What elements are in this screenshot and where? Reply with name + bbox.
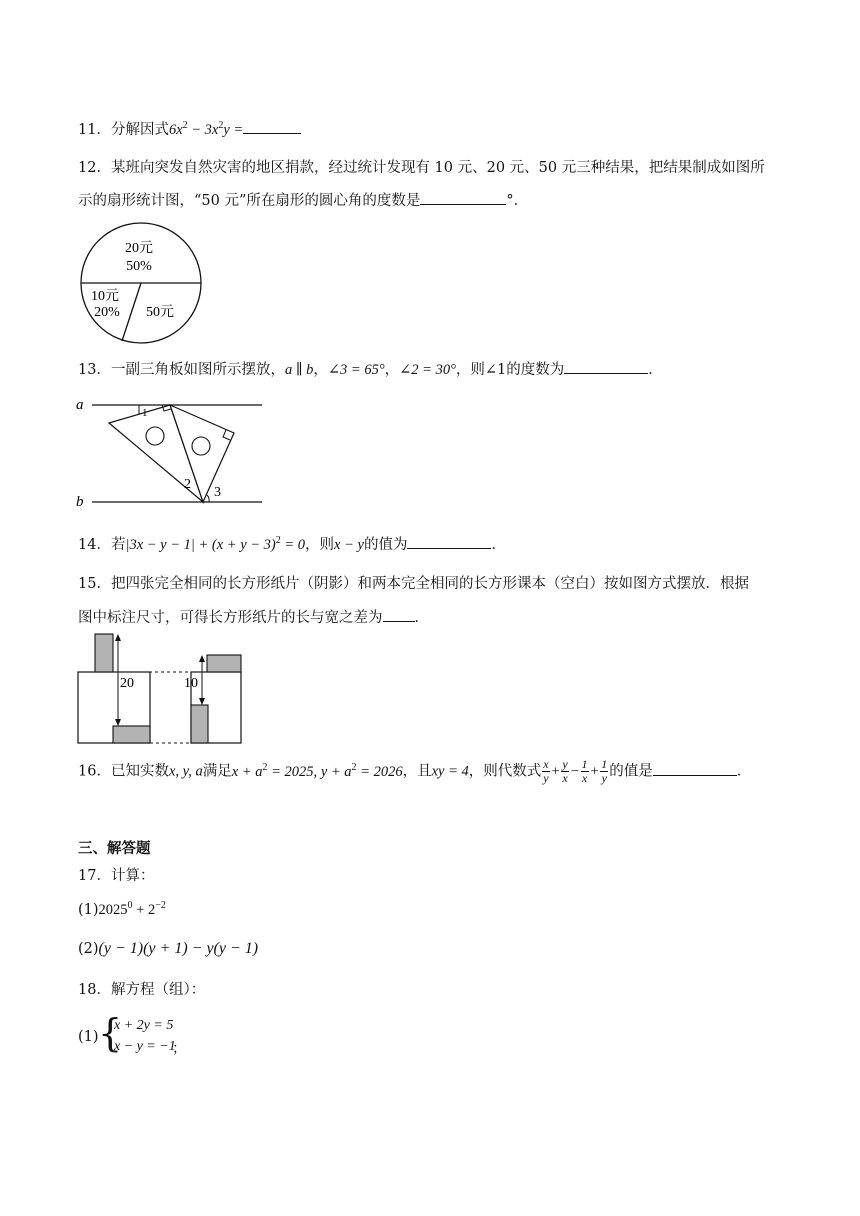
slice-label-10: 10元 <box>91 289 119 304</box>
slice-percent-20: 50% <box>126 259 152 274</box>
rectangles-figure <box>76 632 246 748</box>
fraction: $\frac{1}{x}$ <box>581 757 588 785</box>
answer-blank[interactable] <box>653 761 737 776</box>
question-number: 18． <box>78 982 111 998</box>
left-paper-horizontal <box>113 726 150 743</box>
right-paper-horizontal <box>207 655 241 672</box>
left-paper-vertical <box>95 634 113 672</box>
system-brace: { <box>98 1011 123 1055</box>
expression: $|3x - y - 1| + (x + y - 3)^2 = 0$ <box>125 535 306 553</box>
fraction: $\frac{1}{y}$ <box>601 757 608 785</box>
question-12-line-1 <box>78 158 765 178</box>
pie-chart <box>78 222 204 344</box>
question-16: 16．已知实数x, y, a满足$x + a^2 = 2025$, $y + a^2 = 2026$，且xy = 4，则代数式 $\frac{x}{y}$ + $\frac{y}{x}$ − $\frac{1}{x}$ + $\frac{1}{y}$ 的值是 ． <box>78 757 752 785</box>
left-triangle-hole <box>146 427 164 445</box>
fraction: $\frac{y}{x}$ <box>562 757 568 785</box>
slice-label-50: 50元 <box>146 305 174 320</box>
question-17: 17．计算： <box>78 868 155 884</box>
answer-blank[interactable] <box>564 359 648 374</box>
question-17-part-1: $(1)2025^0 + 2^{-2}$ <box>78 900 166 918</box>
question-number: 14． <box>78 537 111 553</box>
right-triangle-hole <box>192 437 210 455</box>
angle-1-label: 1 <box>142 407 148 419</box>
angle-3-label: 3 <box>214 485 221 500</box>
question-15-line-1: 15．把四张完全相同的长方形纸片（阴影）和两本完全相同的长方形课本（空白）按如图方式摆放．根据 <box>78 576 749 592</box>
line-b-label: b <box>76 494 84 510</box>
question-text: 某班向突发自然灾害的地区捐款，经过统计发现有 10 元、20 元、50 元三种结果，把结果制成如图所 <box>110 160 765 176</box>
question-number: 15． <box>78 576 111 592</box>
triangle-figure <box>76 396 266 508</box>
question-number: 13． <box>78 362 111 378</box>
question-number: 16． <box>78 763 111 780</box>
question-12-line-2: 示的扇形统计图，“50 元”所在扇形的圆心角的度数是 °． <box>78 190 528 211</box>
slice-label-20: 20元 <box>125 241 153 256</box>
angle-2-label: 2 <box>184 477 191 492</box>
answer-blank[interactable] <box>420 190 506 205</box>
question-text: 示的扇形统计图，“50 元”所在扇形的圆心角的度数是 <box>78 193 421 209</box>
equation-1: x + 2y = 5 <box>114 1018 174 1033</box>
answer-blank[interactable] <box>383 607 415 622</box>
question-11 <box>78 119 301 142</box>
answer-blank[interactable] <box>243 119 301 134</box>
equation-2: x − y = −1 <box>114 1039 176 1054</box>
question-number: 12． <box>78 160 111 176</box>
answer-blank[interactable] <box>407 534 491 549</box>
question-14: 14．若$|3x - y - 1| + (x + y - 3)^2 = 0$，则x − y的值为 ． <box>78 535 506 553</box>
slice-percent-10: 20% <box>94 305 120 320</box>
line-a-label: a <box>76 397 84 413</box>
question-15-line-2: 图中标注尺寸，可得长方形纸片的长与宽之差为 ． <box>78 607 429 628</box>
fraction: $\frac{x}{y}$ <box>543 757 549 785</box>
expression: $6x^2 - 3x^2y$ = <box>168 120 244 138</box>
question-18: 18．解方程（组）： <box>78 982 206 998</box>
right-paper-vertical <box>191 705 208 743</box>
dim-label-20: 20 <box>120 676 134 691</box>
dim-label-10: 10 <box>184 676 198 691</box>
question-17-part-2: (2)(y − 1)(y + 1) − y(y − 1) <box>78 940 259 957</box>
question-number: 17． <box>78 868 111 884</box>
question-13: 13．一副三角板如图所示摆放，a ∥ b，∠3 = 65°，∠2 = 30°，则∠1的度数为 ． <box>78 359 663 380</box>
question-text: 分解因式 <box>110 122 169 138</box>
section-title: 三、解答题 <box>78 840 151 857</box>
angle-3-arc <box>207 495 209 502</box>
question-number: 11． <box>78 122 111 138</box>
